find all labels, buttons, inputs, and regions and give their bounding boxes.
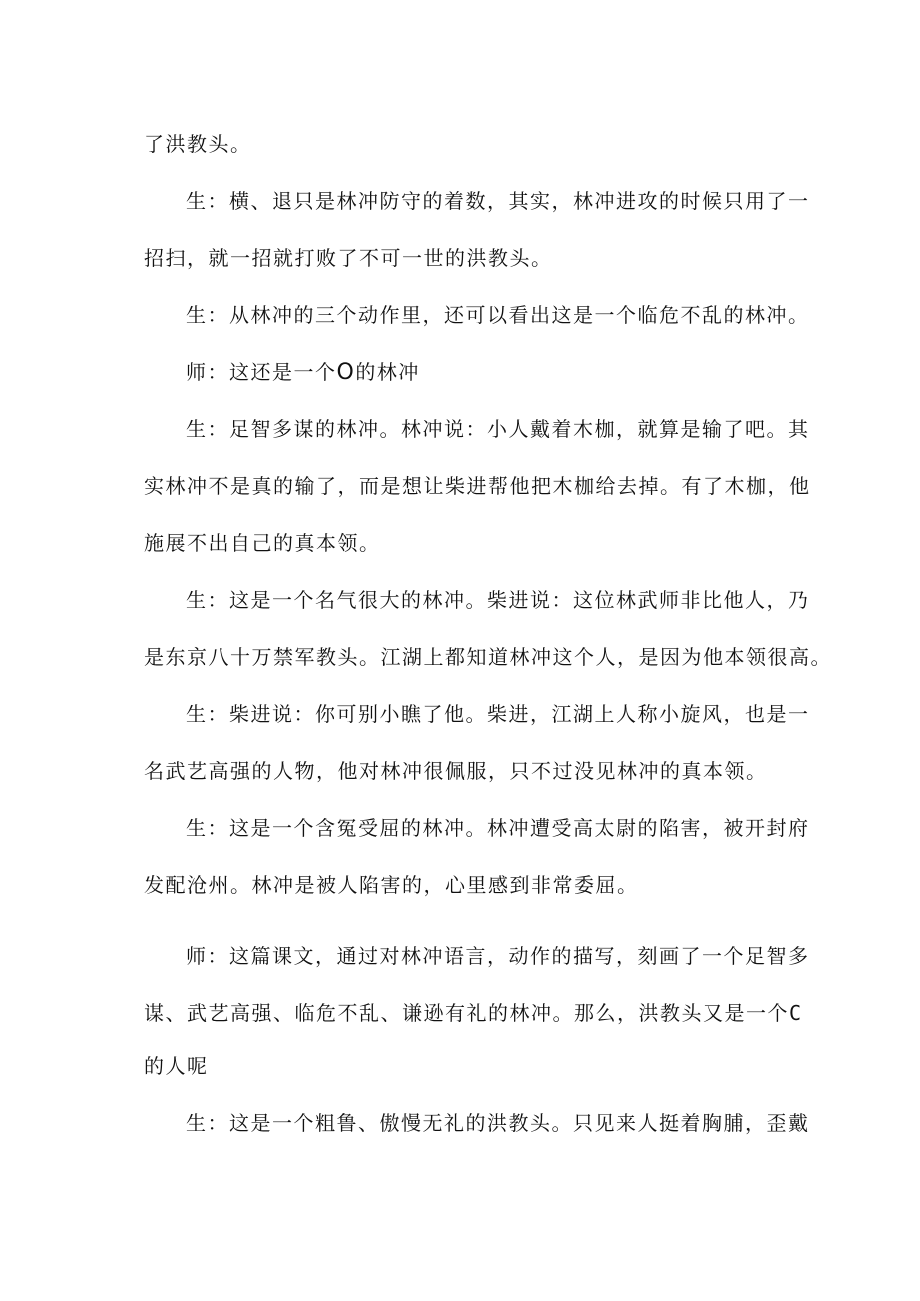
paragraph-line: 生：足智多谋的林冲。林冲说：小人戴着木枷，就算是输了吧。其 [186, 417, 810, 441]
paragraph-line: 生：这是一个名气很大的林冲。柴进说：这位林武师非比他人，乃 [186, 588, 810, 612]
paragraph-line: 了洪教头。 [144, 132, 252, 156]
paragraph-line: 名武艺高强的人物，他对林冲很佩服，只不过没见林冲的真本领。 [144, 759, 768, 783]
paragraph-line: 招扫，就一招就打败了不可一世的洪教头。 [144, 246, 553, 270]
paragraph-line: 生：柴进说：你可别小瞧了他。柴进，江湖上人称小旋风，也是一 [186, 702, 810, 726]
paragraph-line: 生：从林冲的三个动作里，还可以看出这是一个临危不乱的林冲。 [186, 303, 810, 327]
line-text: 师：这还是一个 [186, 360, 337, 384]
paragraph-line: 生：这是一个含冤受屈的林冲。林冲遭受高太尉的陷害，被开封府 [186, 816, 810, 840]
paragraph-line: 的人呢 [144, 1054, 209, 1078]
blank-marker: O [336, 360, 356, 385]
paragraph-line [144, 999, 803, 1027]
line-text: 的林冲 [355, 360, 420, 384]
paragraph-line: 师：这篇课文，通过对林冲语言，动作的描写，刻画了一个足智多 [186, 944, 810, 968]
paragraph-line: 施展不出自己的真本领。 [144, 531, 381, 555]
paragraph-line: 发配沧州。林冲是被人陷害的，心里感到非常委屈。 [144, 873, 639, 897]
paragraph-line: 生：这是一个粗鲁、傲慢无礼的洪教头。只见来人挺着胸脯，歪戴 [186, 1111, 810, 1135]
line-text: 谋、武艺高强、临危不乱、谦逊有礼的林冲。那么，洪教头又是一个 [144, 1001, 789, 1025]
paragraph-line [186, 358, 826, 387]
blank-marker: C [789, 1001, 803, 1025]
paragraph-line: 实林冲不是真的输了，而是想让柴进帮他把木枷给去掉。有了木枷，他 [144, 474, 811, 498]
paragraph-line: 是东京八十万禁军教头。江湖上都知道林冲这个人，是因为他本领很高。 [144, 645, 832, 669]
paragraph-line: 生：横、退只是林冲防守的着数，其实，林冲进攻的时候只用了一 [186, 189, 810, 213]
